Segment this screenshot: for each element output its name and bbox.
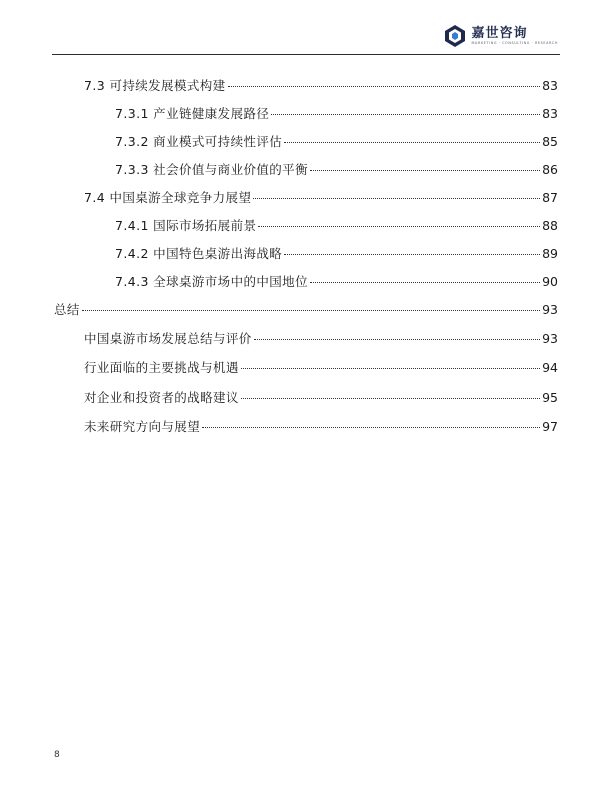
toc-entry[interactable] [115,132,558,150]
toc-leader-dots [82,310,540,311]
toc-leader-dots [310,170,540,171]
toc-entry[interactable] [84,76,558,94]
toc-entry-page: 94 [542,360,558,375]
page-number: 8 [54,750,60,760]
toc-entry-label: 未来研究方向与展望 [84,419,201,434]
toc-entry-label: 7.4.2 中国特色桌游出海战略 [115,246,283,261]
brand-name: 嘉世咨询 [471,25,528,41]
toc-entry-page: 88 [542,218,558,233]
toc-leader-dots [310,282,540,283]
toc-entry-label: 中国桌游市场发展总结与评价 [84,331,252,346]
header-divider [52,54,560,55]
toc-entry[interactable] [115,160,558,178]
toc-leader-dots [241,368,540,369]
toc-entry[interactable] [54,300,558,318]
toc-entry-label: 行业面临的主要挑战与机遇 [84,360,239,375]
toc-entry-label: 对企业和投资者的战略建议 [84,390,239,405]
toc-entry[interactable] [115,216,558,234]
toc-entry[interactable] [115,272,558,290]
toc-entry-page: 83 [542,106,558,121]
toc-leader-dots [202,427,540,428]
toc-entry-label: 7.3.2 商业模式可持续性评估 [115,134,283,149]
toc-entry-page: 90 [542,274,558,289]
toc-entry[interactable] [84,358,558,376]
toc-entry-page: 93 [542,302,558,317]
toc-leader-dots [253,198,540,199]
toc-entry-page: 97 [542,419,558,434]
toc-entry-label: 7.4.3 全球桌游市场中的中国地位 [115,274,308,289]
toc-entry[interactable] [115,104,558,122]
toc-leader-dots [284,254,540,255]
toc-entry-label: 总结 [54,302,80,317]
toc-entry[interactable] [115,244,558,262]
toc-entry-label: 7.3.3 社会价值与商业价值的平衡 [115,162,308,177]
toc-entry-label: 7.4.1 国际市场拓展前景 [115,218,257,233]
toc-entry-page: 86 [542,162,558,177]
toc-entry-label: 7.3 可持续发展模式构建 [84,78,226,93]
toc-leader-dots [284,142,540,143]
brand-tagline: MARKETING · CONSULTING · RESEARCH [471,40,558,45]
toc-entry-page: 87 [542,190,558,205]
toc-entry-page: 85 [542,134,558,149]
toc-entry-label: 7.3.1 产业链健康发展路径 [115,106,270,121]
toc-entry[interactable] [84,388,558,406]
toc-leader-dots [254,339,540,340]
toc-leader-dots [271,114,540,115]
toc-entry-page: 89 [542,246,558,261]
brand-logo-icon [443,24,467,48]
toc-entry-label: 7.4 中国桌游全球竞争力展望 [84,190,252,205]
toc-leader-dots [228,86,541,87]
toc-entry[interactable] [84,329,558,347]
toc-entry[interactable] [84,417,558,435]
page-header [52,20,560,54]
toc-entry[interactable] [84,188,558,206]
brand-logo [443,24,558,48]
toc-leader-dots [258,226,540,227]
toc-leader-dots [241,398,540,399]
toc-entry-page: 93 [542,331,558,346]
toc-entry-page: 83 [542,78,558,93]
toc-entry-page: 95 [542,390,558,405]
